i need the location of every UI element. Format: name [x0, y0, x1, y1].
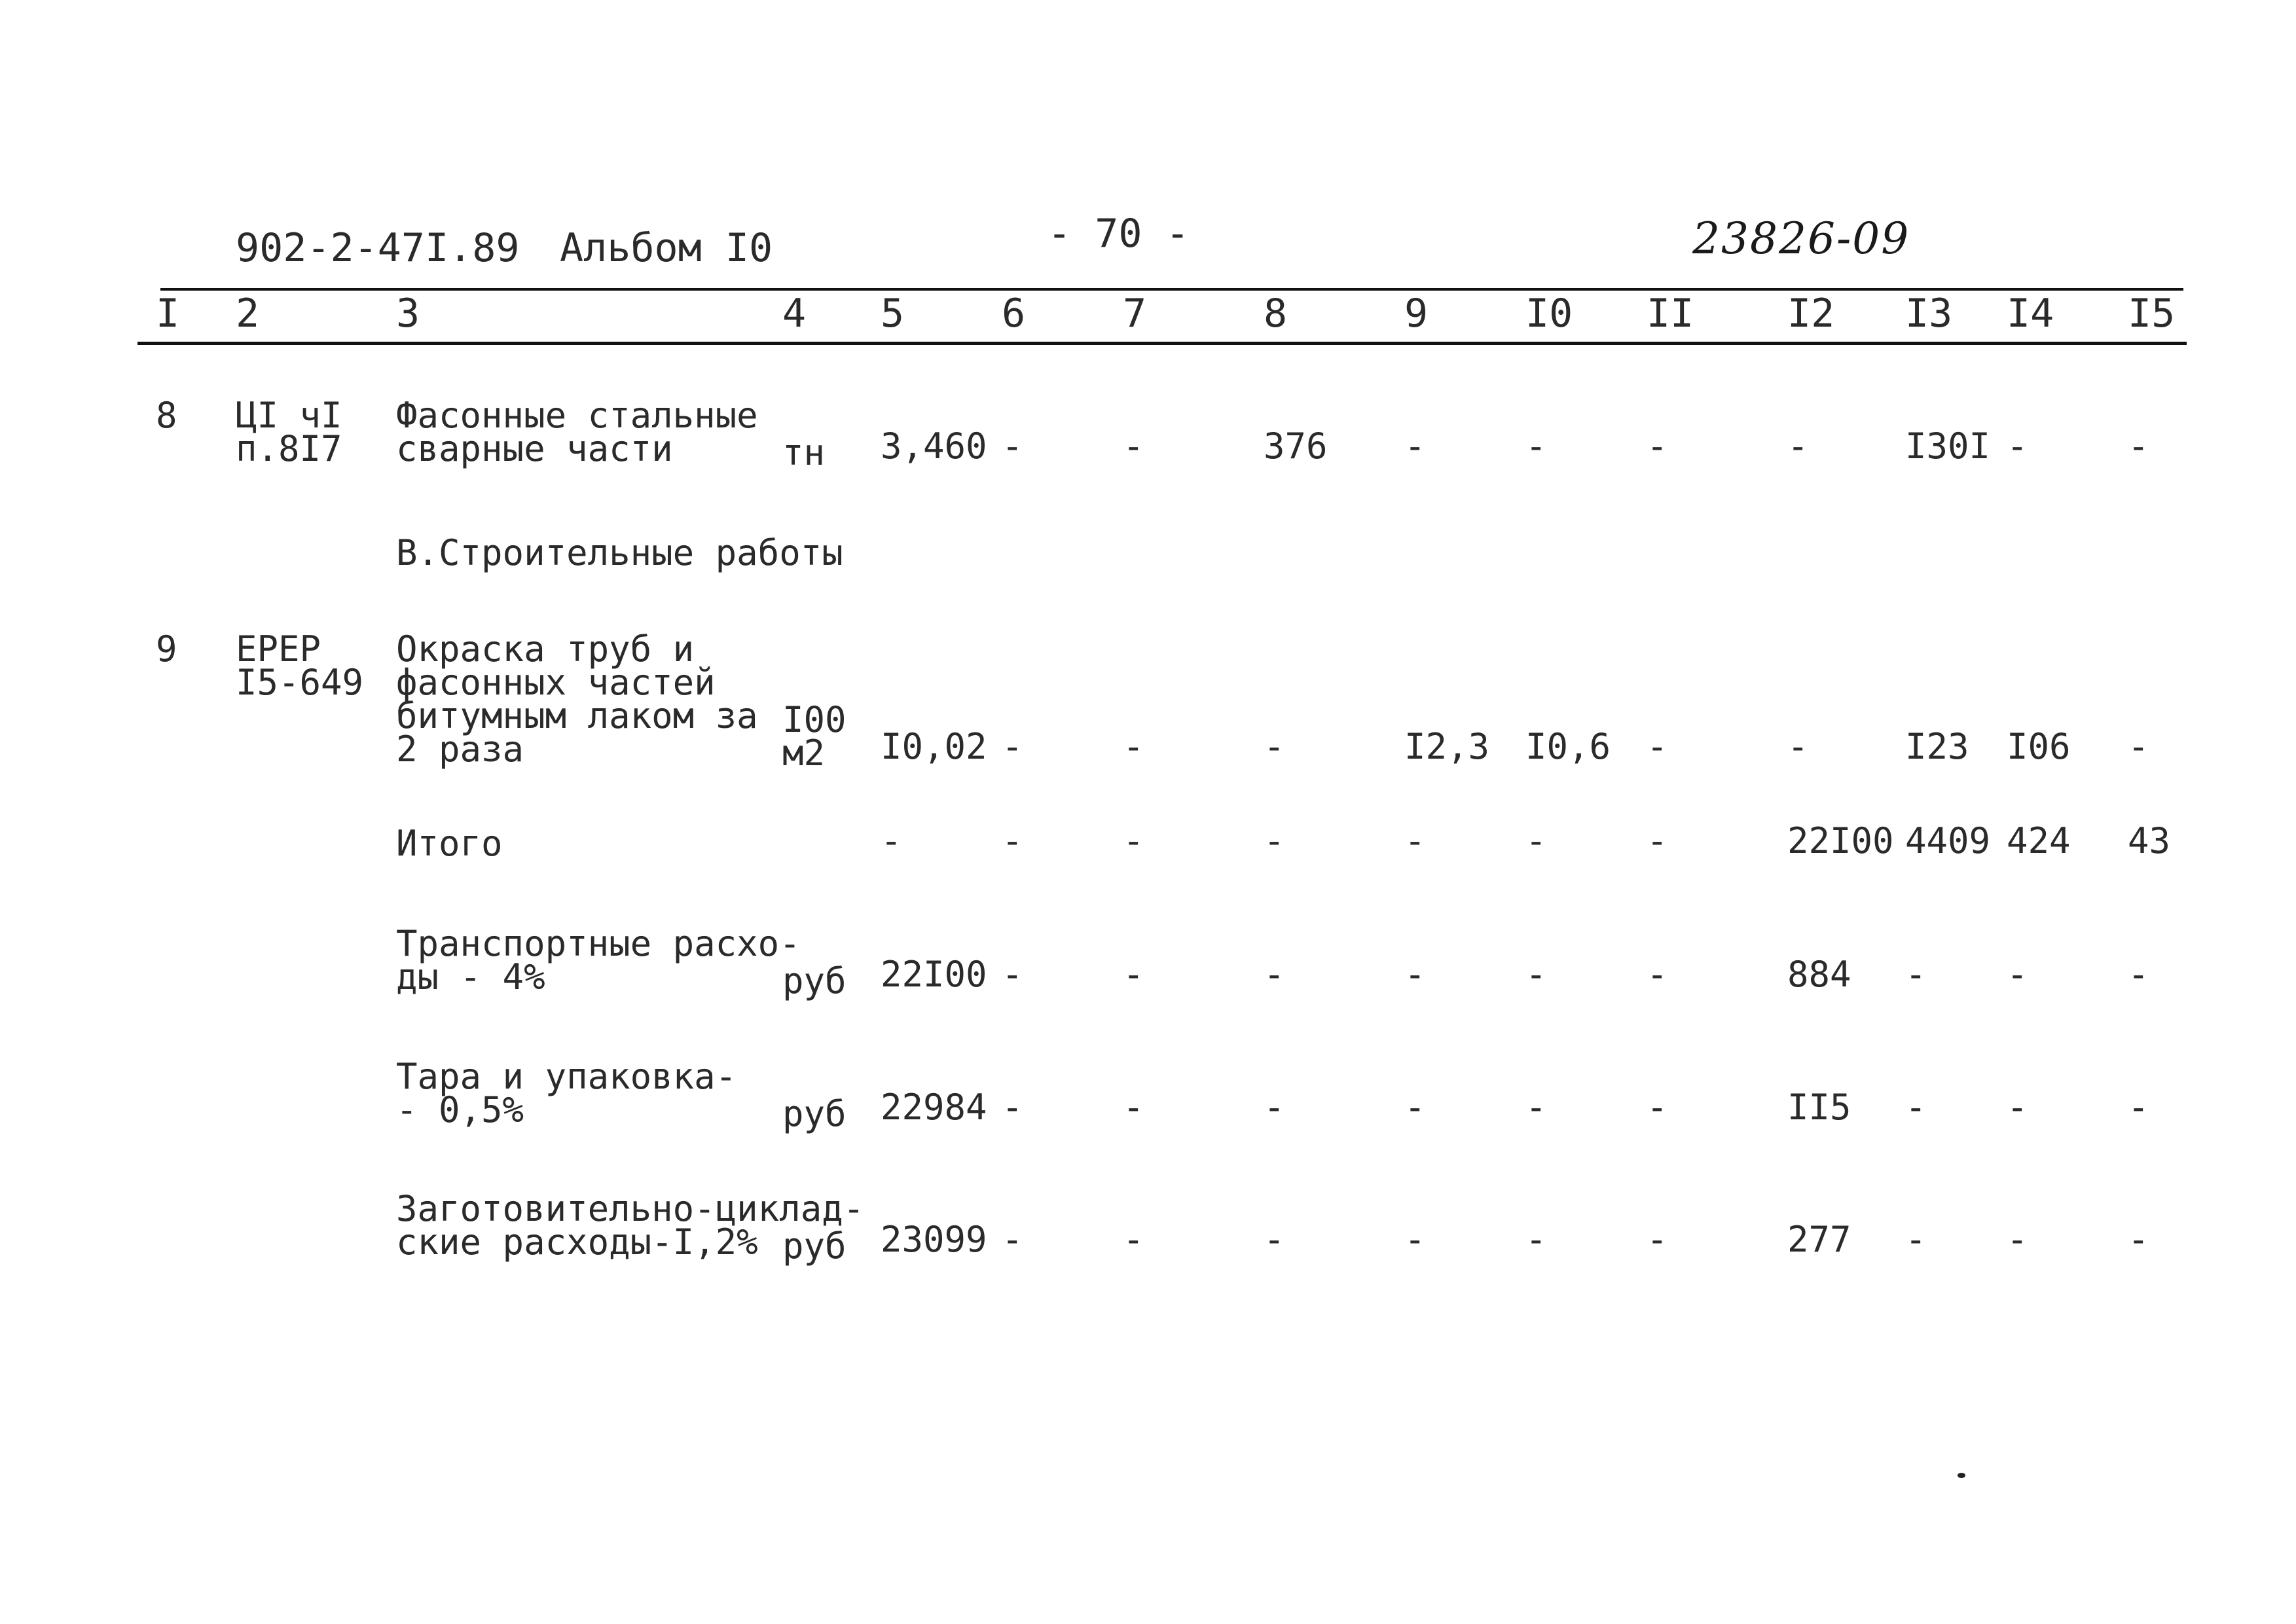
- cell-col-5: I0,02: [881, 726, 987, 767]
- cell-col-10: -: [1525, 954, 1547, 995]
- cell-unit: тн: [782, 432, 826, 473]
- column-number-7: 7: [1123, 291, 1147, 336]
- cell-unit: I00: [782, 699, 847, 740]
- cell-row-number: 8: [156, 395, 177, 436]
- cell-description: Итого: [396, 823, 503, 864]
- cell-unit: руб: [782, 960, 847, 1001]
- cell-col-12: II5: [1787, 1087, 1851, 1128]
- cell-description: ские расходы-I,2%: [396, 1221, 758, 1263]
- cell-code: ЦI чI: [236, 395, 342, 436]
- cell-col-6: -: [1002, 1219, 1023, 1260]
- cell-col-13: -: [1905, 1219, 1927, 1260]
- page-number: - 70 -: [1048, 211, 1190, 257]
- cell-col-11: -: [1647, 425, 1668, 467]
- cell-col-12: 277: [1787, 1219, 1851, 1260]
- cell-col-14: -: [2007, 425, 2028, 467]
- cell-col-10: I0,6: [1525, 726, 1611, 767]
- cell-col-11: -: [1647, 1087, 1668, 1128]
- cell-col-15: -: [2128, 1219, 2149, 1260]
- section-heading: В.Строительные работы: [396, 532, 843, 573]
- cell-description: Окраска труб и: [396, 628, 695, 670]
- cell-row-number: 9: [156, 628, 177, 670]
- handwritten-number: 23826-09: [1692, 213, 1910, 264]
- cell-col-6: -: [1002, 954, 1023, 995]
- cell-col-8: -: [1264, 1087, 1285, 1128]
- cell-unit: м2: [782, 732, 826, 774]
- column-number-11: II: [1647, 291, 1694, 336]
- cell-col-7: -: [1123, 726, 1144, 767]
- cell-description: битумным лаком за: [396, 695, 758, 736]
- column-number-2: 2: [236, 291, 260, 336]
- cell-col-5: 23099: [881, 1219, 987, 1260]
- cell-col-7: -: [1123, 1087, 1144, 1128]
- cell-col-11: -: [1647, 726, 1668, 767]
- cell-col-15: -: [2128, 425, 2149, 467]
- cell-col-14: -: [2007, 1219, 2028, 1260]
- cell-col-8: -: [1264, 954, 1285, 995]
- header-top-rule: [160, 288, 2183, 291]
- cell-col-11: -: [1647, 1219, 1668, 1260]
- cell-col-10: -: [1525, 1219, 1547, 1260]
- cell-col-11: -: [1647, 820, 1668, 861]
- cell-col-10: -: [1525, 820, 1547, 861]
- cell-col-7: -: [1123, 820, 1144, 861]
- cell-description: ды - 4%: [396, 956, 545, 998]
- cell-col-13: I30I: [1905, 425, 1991, 467]
- cell-col-12: -: [1787, 726, 1809, 767]
- cell-unit: руб: [782, 1093, 847, 1134]
- cell-col-11: -: [1647, 954, 1668, 995]
- cell-col-13: 4409: [1905, 820, 1991, 861]
- cell-col-9: -: [1404, 954, 1426, 995]
- cell-col-14: I06: [2007, 726, 2071, 767]
- cell-col-9: -: [1404, 425, 1426, 467]
- cell-col-14: 424: [2007, 820, 2071, 861]
- column-number-15: I5: [2128, 291, 2176, 336]
- document-code: 902-2-47I.89: [236, 225, 520, 271]
- cell-col-6: -: [1002, 425, 1023, 467]
- cell-code: I5-649: [236, 662, 364, 703]
- cell-col-9: I2,3: [1404, 726, 1490, 767]
- column-number-14: I4: [2007, 291, 2054, 336]
- cell-col-10: -: [1525, 1087, 1547, 1128]
- cell-col-7: -: [1123, 954, 1144, 995]
- cell-col-8: -: [1264, 726, 1285, 767]
- cell-col-9: -: [1404, 1087, 1426, 1128]
- cell-description: - 0,5%: [396, 1089, 524, 1130]
- column-number-13: I3: [1905, 291, 1953, 336]
- cell-code: ЕРЕР: [236, 628, 321, 670]
- column-number-9: 9: [1404, 291, 1429, 336]
- cell-col-8: -: [1264, 1219, 1285, 1260]
- cell-col-5: 22I00: [881, 954, 987, 995]
- cell-description: Заготовительно-циклад-: [396, 1188, 865, 1229]
- cell-description: фасонных частей: [396, 662, 716, 703]
- column-number-12: I2: [1787, 291, 1835, 336]
- column-number-10: I0: [1525, 291, 1573, 336]
- column-number-6: 6: [1002, 291, 1026, 336]
- column-number-3: 3: [396, 291, 420, 336]
- column-number-4: 4: [782, 291, 807, 336]
- cell-col-5: -: [881, 820, 902, 861]
- cell-col-5: 22984: [881, 1087, 987, 1128]
- cell-col-15: -: [2128, 1087, 2149, 1128]
- header-bottom-rule: [137, 342, 2187, 345]
- cell-col-9: -: [1404, 820, 1426, 861]
- cell-description: сварные части: [396, 428, 673, 469]
- cell-col-13: -: [1905, 1087, 1927, 1128]
- cell-col-15: 43: [2128, 820, 2171, 861]
- ink-speck: [1958, 1473, 1965, 1478]
- cell-description: Тара и упаковка-: [396, 1056, 737, 1097]
- column-number-8: 8: [1264, 291, 1288, 336]
- cell-col-7: -: [1123, 425, 1144, 467]
- cell-code: п.8I7: [236, 428, 342, 469]
- cell-col-9: -: [1404, 1219, 1426, 1260]
- cell-col-13: I23: [1905, 726, 1969, 767]
- cell-col-15: -: [2128, 954, 2149, 995]
- cell-col-10: -: [1525, 425, 1547, 467]
- cell-col-13: -: [1905, 954, 1927, 995]
- cell-col-12: -: [1787, 425, 1809, 467]
- cell-unit: руб: [782, 1225, 847, 1267]
- cell-col-5: 3,460: [881, 425, 987, 467]
- cell-col-7: -: [1123, 1219, 1144, 1260]
- cell-col-14: -: [2007, 1087, 2028, 1128]
- cell-col-6: -: [1002, 1087, 1023, 1128]
- cell-col-12: 884: [1787, 954, 1851, 995]
- cell-col-15: -: [2128, 726, 2149, 767]
- column-number-5: 5: [881, 291, 905, 336]
- cell-description: Фасонные стальные: [396, 395, 758, 436]
- cell-col-12: 22I00: [1787, 820, 1894, 861]
- cell-description: 2 раза: [396, 729, 524, 770]
- cell-description: Транспортные расхо-: [396, 923, 801, 964]
- cell-col-6: -: [1002, 726, 1023, 767]
- cell-col-8: 376: [1264, 425, 1328, 467]
- cell-col-8: -: [1264, 820, 1285, 861]
- cell-col-6: -: [1002, 820, 1023, 861]
- column-number-1: I: [156, 291, 180, 336]
- cell-col-14: -: [2007, 954, 2028, 995]
- album-label: Альбом I0: [560, 225, 773, 271]
